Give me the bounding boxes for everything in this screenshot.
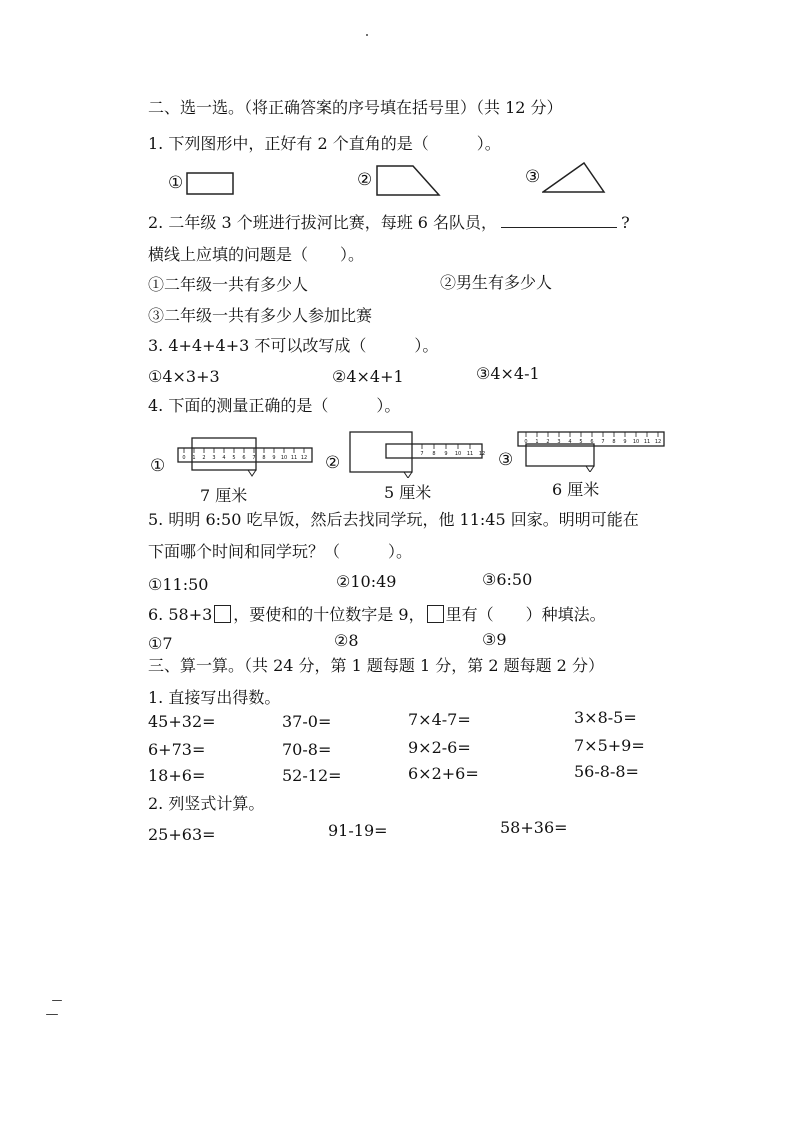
ruler-tick-label: 5 xyxy=(232,455,236,461)
calc-item: 3×8-5= xyxy=(574,708,637,727)
q2-text-line-1 xyxy=(148,213,630,233)
q5-option-1: ①11:50 xyxy=(148,575,209,594)
q2-text-line-2: 横线上应填的问题是（ ）。 xyxy=(148,245,365,264)
ruler-tick-label: 6 xyxy=(590,439,594,445)
q6-text-c: 里有（ ）种填法。 xyxy=(445,605,606,624)
q3-option-1: ①4×3+3 xyxy=(148,367,220,386)
measured-object xyxy=(350,432,412,472)
calc-item: 9×2-6= xyxy=(408,738,471,757)
ruler-tick-label: 10 xyxy=(632,439,640,445)
object-fold xyxy=(404,472,412,478)
ruler-tick-label: 10 xyxy=(280,455,288,461)
ruler-tick-label: 12 xyxy=(300,455,308,461)
ruler-tick-label: 6 xyxy=(242,455,246,461)
calc-item: 56-8-8= xyxy=(574,762,639,781)
q4-option-1-label: ① xyxy=(150,456,166,476)
q2-option-3: ③二年级一共有多少人参加比赛 xyxy=(148,306,373,325)
q6-option-3: ③9 xyxy=(482,630,507,649)
ruler-tick-label: 0 xyxy=(182,455,186,461)
q6-option-1: ①7 xyxy=(148,634,173,653)
calc-item: 7×5+9= xyxy=(574,736,645,755)
part-1-title: 1. 直接写出得数。 xyxy=(148,688,281,707)
q1-option-3-label: ③ xyxy=(525,167,541,187)
ruler-tick-label: 9 xyxy=(444,451,448,457)
q3-option-3: ③4×4-1 xyxy=(476,364,540,383)
q4-label-1: 7 厘米 xyxy=(200,486,248,505)
ruler-tick-label: 4 xyxy=(568,439,572,445)
q4-option-3-label: ③ xyxy=(498,450,514,470)
vertical-calc-1: 25+63= xyxy=(148,825,216,844)
q2-option-1: ①二年级一共有多少人 xyxy=(148,275,309,294)
q1-option-2-label: ② xyxy=(357,170,373,190)
digit-box xyxy=(214,605,231,623)
calc-item: 6+73= xyxy=(148,740,206,759)
q6-text-b: ，要使和的十位数字是 9， xyxy=(233,605,425,624)
calc-item: 70-8= xyxy=(282,740,332,759)
calc-item: 52-12= xyxy=(282,766,342,785)
ruler-measurement-2 xyxy=(346,428,486,478)
measured-object xyxy=(192,438,256,470)
ruler-measurement-1 xyxy=(176,434,316,480)
scan-speck xyxy=(52,1000,62,1001)
q5-text-line-2: 下面哪个时间和同学玩？（ ）。 xyxy=(148,542,413,561)
rectangle-icon xyxy=(186,172,236,196)
ruler-tick-label: 8 xyxy=(262,455,266,461)
q5-option-3: ③6:50 xyxy=(482,570,533,589)
ruler-tick-label: 11 xyxy=(643,439,651,445)
q6-text xyxy=(148,605,606,625)
q4-text: 4. 下面的测量正确的是（ ）。 xyxy=(148,396,401,415)
q4-option-2-label: ② xyxy=(325,453,341,473)
ruler-tick-label: 7 xyxy=(601,439,605,445)
answer-underline xyxy=(501,213,617,228)
q4-label-2: 5 厘米 xyxy=(384,483,432,502)
ruler-measurement-3 xyxy=(516,424,668,472)
ruler-tick-label: 10 xyxy=(454,451,462,457)
part-2-title: 2. 列竖式计算。 xyxy=(148,794,265,813)
digit-box xyxy=(427,605,444,623)
ruler-tick-label: 9 xyxy=(623,439,627,445)
ruler-tick-label: 1 xyxy=(192,455,196,461)
vertical-calc-2: 91-19= xyxy=(328,821,388,840)
right-trapezoid-icon xyxy=(376,165,442,197)
ruler-tick-label: 12 xyxy=(654,439,662,445)
vertical-calc-3: 58+36= xyxy=(500,818,568,837)
ruler-tick-label: 2 xyxy=(202,455,206,461)
q6-option-2: ②8 xyxy=(334,631,359,650)
ruler-tick-label: 0 xyxy=(524,439,528,445)
calc-item: 18+6= xyxy=(148,766,206,785)
calc-item: 37-0= xyxy=(282,712,332,731)
calc-item: 7×4-7= xyxy=(408,710,471,729)
measured-object xyxy=(526,444,594,466)
ruler-tick-label: 11 xyxy=(466,451,474,457)
q4-label-3: 6 厘米 xyxy=(552,480,600,499)
ruler-tick-label: 3 xyxy=(212,455,216,461)
ruler-tick-label: 8 xyxy=(432,451,436,457)
section-2-title: 二、选一选。（将正确答案的序号填在括号里）（共 12 分） xyxy=(148,98,563,117)
scan-speck xyxy=(366,34,368,36)
object-fold xyxy=(248,470,256,476)
ruler-tick-label: 7 xyxy=(252,455,256,461)
q1-text: 1. 下列图形中，正好有 2 个直角的是（ ）。 xyxy=(148,134,501,153)
triangle-icon xyxy=(542,162,606,194)
calc-item: 45+32= xyxy=(148,712,216,731)
calc-item: 6×2+6= xyxy=(408,764,479,783)
scan-speck xyxy=(46,1014,58,1015)
q5-text-line-1: 5. 明明 6:50 吃早饭，然后去找同学玩，他 11:45 回家。明明可能在 xyxy=(148,510,639,529)
ruler-tick-label: 12 xyxy=(478,451,486,457)
ruler-tick-label: 2 xyxy=(546,439,550,445)
object-fold xyxy=(586,466,594,472)
q6-text-a: 6. 58+3 xyxy=(148,605,213,624)
q3-text: 3. 4+4+4+3 不可以改写成（ ）。 xyxy=(148,336,439,355)
ruler-tick-label: 4 xyxy=(222,455,226,461)
q5-option-2: ②10:49 xyxy=(336,572,397,591)
ruler-tick-label: 3 xyxy=(557,439,561,445)
ruler-tick-label: 9 xyxy=(272,455,276,461)
q2-text: 2. 二年级 3 个班进行拔河比赛，每班 6 名队员， xyxy=(148,213,498,232)
section-3-title: 三、算一算。（共 24 分，第 1 题每题 1 分，第 2 题每题 2 分） xyxy=(148,656,604,675)
q3-option-2: ②4×4+1 xyxy=(332,367,404,386)
q2-option-2: ②男生有多少人 xyxy=(440,273,553,292)
q1-option-1-label: ① xyxy=(168,173,184,193)
ruler-tick-label: 11 xyxy=(290,455,298,461)
ruler-tick-label: 8 xyxy=(612,439,616,445)
ruler-tick-label: 5 xyxy=(579,439,583,445)
question-mark: ? xyxy=(621,213,630,232)
ruler-tick-label: 7 xyxy=(420,451,424,457)
ruler-tick-label: 1 xyxy=(535,439,539,445)
